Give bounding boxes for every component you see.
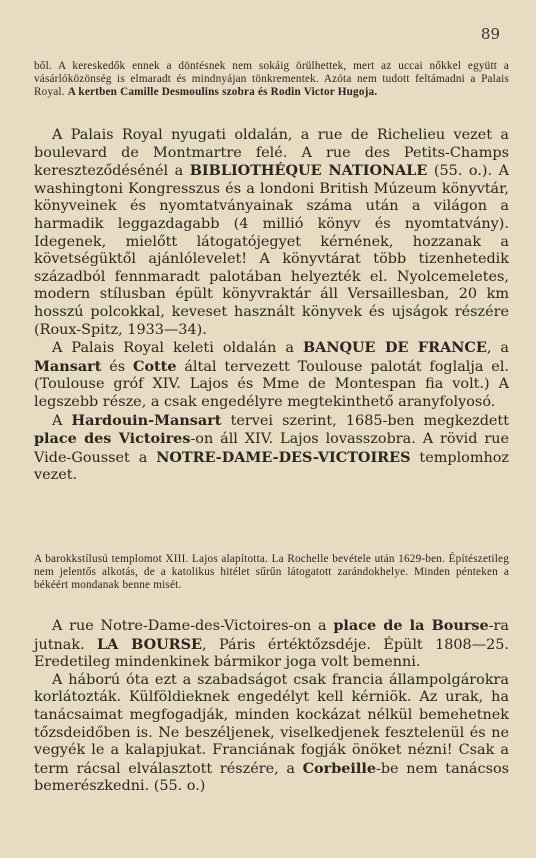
para2-text4: által tervezett Toulouse palotát foglalja el. (Toulouse gróf XIV. Lajos és Mme de Montespan fia volt.) A legszebb része, a csak engedélyre megtekinthető aranyfolyosó. — [34, 358, 509, 410]
para3-bold1: Hardouin-Mansart — [71, 411, 222, 429]
para2-bold2: Mansart — [34, 357, 102, 375]
para3-text4: templomhoz vezet. — [34, 449, 509, 484]
para2-bold1: BANQUE DE FRANCE — [302, 339, 487, 357]
paragraph-banque — [34, 339, 509, 411]
main-paragraphs-2 — [34, 617, 509, 796]
top-note-line: ből. A kereskedők ennek a döntésnek nem sokáig örülhettek, mert az uccai nőkkel együtt a vásárlóközönség is elmaradt és mindnyájan tönkrementek. Azóta nem tudott feltámadni a Palais Royal. — [34, 60, 509, 98]
para1-bold1: BIBLIOTHÉQUE NATIONALE — [189, 162, 428, 180]
main-paragraphs-1 — [34, 127, 509, 485]
para4-bold1: place de la Bourse — [333, 617, 489, 634]
para5-bold: Corbeille — [302, 759, 376, 777]
paragraph-bibliotheque — [34, 127, 509, 339]
para3-text2: tervei szerint, 1685-ben megkezdett — [221, 412, 509, 429]
middle-note — [34, 553, 509, 591]
page-number: 89 — [480, 25, 500, 43]
top-note — [34, 60, 509, 98]
top-note-bold: A kertben Camille Desmoulins szobra és Rodin Victor Hugoja. — [67, 85, 378, 98]
para2-text1: A Palais Royal keleti oldalán a — [52, 340, 303, 357]
para4-text2: -ra jutnak. — [34, 618, 510, 653]
paragraph-tozsde — [34, 672, 509, 796]
para3-text3: -on áll XIV. Lajos lovasszobra. A rövid rue Vide-Gousset a — [34, 431, 510, 466]
para2-text3: és — [101, 358, 133, 375]
para1-text2: (55. o.). A washingtoni Kongresszus és a londoni British Múzeum könyvtár, könyveinek és nyomtatványainak száma után a világon a harmadik leggazdagabb (4 millió könyv és nyomtatvány). Idegenek, mielőtt látogatójegyet kérnének, hozzanak a követségüktől ajánlólevelet! A könyvtárat több tizenhetedik századból fennmaradt palotában helyezték el. Nyolcemeletes, modern stílusban épült könyvraktár áll Versaillesban, 20 km hosszú polcokkal, keveset használt könyvek és ujságok részére (Roux-Spitz, 1933—34). — [34, 163, 510, 338]
para5-text1: A háború óta ezt a szabadságot csak francia állampolgárokra korlátozták. Külföldieknek engedélyt kell kérniök. Az urak, ha tanácsaimat megfogadják, minden kockázat nélkül bemehetnek tőzsdeidőben is. Ne beszéljenek, viselkedjenek fesztelenül és ne vegyék le a kalapjukat. Franciának fogják önöket nézni! Csak a term rácsal elválasztott részére, a — [34, 671, 509, 777]
para4-bold2: LA BOURSE — [97, 635, 202, 653]
para3-text1: A — [52, 412, 72, 429]
paragraph-bourse — [34, 617, 509, 672]
para1-text1: A Palais Royal nyugati oldalán, a rue de Richelieu vezet a boulevard de Montmartre felé. A rue des Petits-Champs kereszteződésénél a — [34, 127, 509, 180]
middle-note-text: A barokkstílusú templomot XIII. Lajos alapította. La Rochelle bevétele után 1629-ben. Építészetileg nem jelentős alkotás, de a katolikus hitélet sűrűn látogatott zarándokhelye. Minden pénteken a békéért mondanak benne misét. — [34, 553, 509, 591]
para4-text3: , Páris értéktőzsdéje. Épült 1808—25. Eredetileg mindenkinek bármikor joga volt bemenni. — [34, 636, 509, 671]
para3-bold3: NOTRE-DAME-DES-VICTOIRES — [156, 448, 411, 466]
para3-bold2: place des Victoires — [34, 430, 191, 448]
para4-text1: A rue Notre-Dame-des-Victoires-on a — [52, 618, 334, 634]
para2-bold3: Cotte — [132, 357, 177, 375]
para5-text2: -be nem tanácsos bemerészkedni. (55. o.) — [34, 760, 510, 795]
para2-text2: , a — [486, 340, 509, 357]
top-note-text — [34, 60, 509, 98]
paragraph-victoires — [34, 412, 509, 485]
